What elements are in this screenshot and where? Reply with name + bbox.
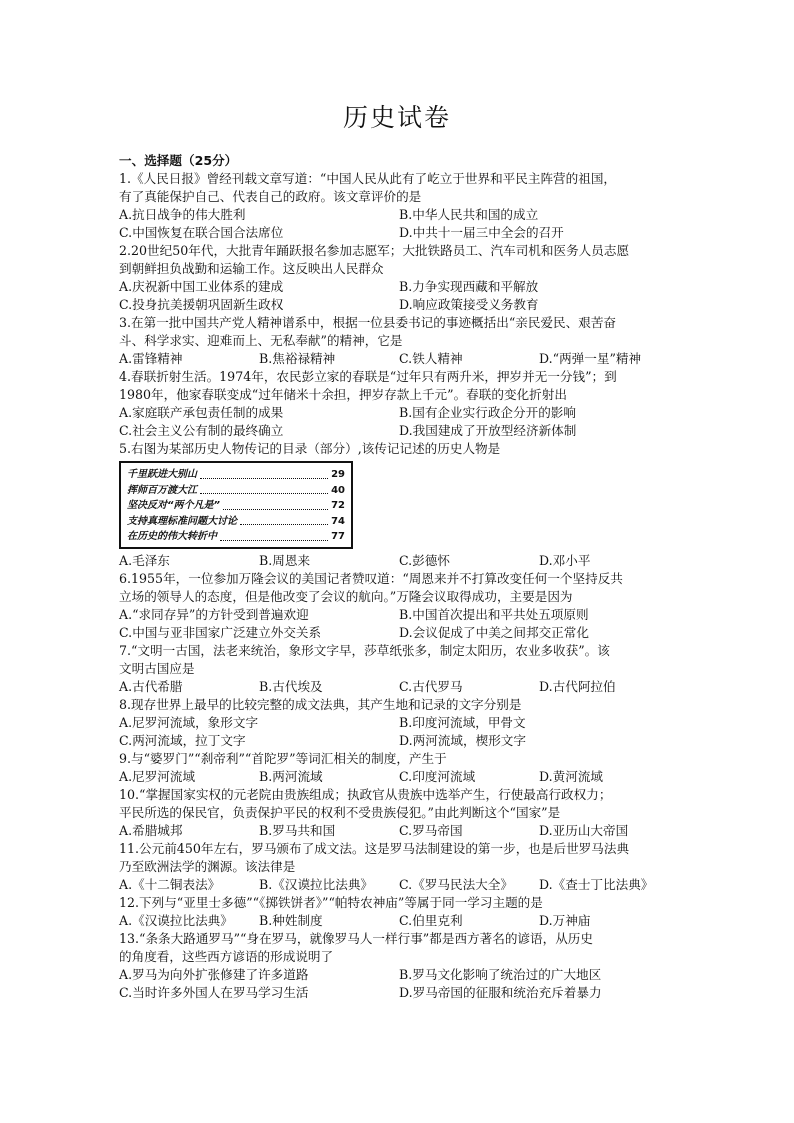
option-b[interactable]: B.罗马文化影响了统治过的广大地区	[399, 967, 602, 982]
option-a[interactable]: A.希腊城邦	[119, 823, 183, 838]
exam-body	[119, 152, 679, 1002]
question-stem-line: 9.与“婆罗门”“刹帝利”“首陀罗”等词汇相关的制度，产生于	[119, 751, 447, 766]
option-a[interactable]: A.罗马为向外扩张修建了许多道路	[119, 967, 309, 982]
option-b[interactable]: B.印度河流域，甲骨文	[399, 715, 526, 730]
option-list	[119, 912, 679, 930]
option-a[interactable]: A.古代希腊	[119, 679, 183, 694]
option-c[interactable]: C.伯里克利	[399, 913, 463, 928]
toc-page: 77	[331, 531, 345, 543]
section-heading: 一、选择题（25分）	[119, 153, 238, 168]
toc-page: 74	[331, 515, 345, 527]
toc-title: 在历史的伟大转折中	[127, 531, 217, 543]
option-b[interactable]: B.《汉谟拉比法典》	[259, 877, 374, 892]
question-stem-line: 13.“条条大路通罗马”“身在罗马，就像罗马人一样行事”都是西方著名的谚语，从历史	[119, 931, 593, 946]
option-d[interactable]: D.“两弹一星”精神	[539, 351, 642, 366]
question-stem-line: 5.右图为某部历史人物传记的目录（部分）,该传记记述的历史人物是	[119, 441, 501, 456]
option-list	[119, 678, 679, 696]
option-list	[119, 822, 679, 840]
toc-leader-dots	[200, 478, 328, 479]
page-title: 历史试卷	[342, 103, 451, 132]
question-12	[119, 894, 679, 930]
option-b[interactable]: B.两河流域	[259, 769, 323, 784]
option-d[interactable]: D.两河流域，楔形文字	[399, 733, 526, 748]
question-10	[119, 786, 679, 840]
option-a[interactable]: A.《十二铜表法》	[119, 877, 221, 892]
option-b[interactable]: B.种姓制度	[259, 913, 323, 928]
option-c[interactable]: C.两河流域，拉丁文字	[119, 733, 246, 748]
option-a[interactable]: A.尼罗河流域，象形文字	[119, 715, 259, 730]
toc-row	[127, 514, 345, 530]
option-c[interactable]: C.投身抗美援朝巩固新生政权	[119, 297, 284, 312]
question-stem-line: 6.1955年，一位参加万隆会议的美国记者赞叹道：“周恩来并不打算改变任何一个坚持反共	[119, 571, 623, 586]
question-1	[119, 170, 679, 242]
option-c[interactable]: C.彭德怀	[399, 553, 450, 568]
option-d[interactable]: D.黄河流域	[539, 769, 604, 784]
toc-row	[127, 483, 345, 499]
question-stem-line: 11.公元前450年左右，罗马颁布了成文法。这是罗马法制建设的第一步，也是后世罗马法典	[119, 841, 630, 856]
option-a[interactable]: A.《汉谟拉比法典》	[119, 913, 233, 928]
question-stem-line: 4.春联折射生活。1974年，农民彭立家的春联是“过年只有两升米，押岁并无一分钱”；到	[119, 369, 617, 384]
option-d[interactable]: D.中共十一届三中全会的召开	[399, 225, 564, 240]
option-list	[119, 206, 679, 242]
option-c[interactable]: C.中国恢复在联合国合法席位	[119, 225, 284, 240]
question-stem-line: 3.在第一批中国共产党人精神谱系中，根据一位县委书记的事迹概括出“亲民爱民、艰苦奋	[119, 315, 617, 330]
question-5	[119, 440, 679, 570]
option-c[interactable]: C.社会主义公有制的最终确立	[119, 423, 284, 438]
option-c[interactable]: C.铁人精神	[399, 351, 463, 366]
option-c[interactable]: C.《罗马民法大全》	[399, 877, 513, 892]
option-list	[119, 552, 679, 570]
option-list	[119, 966, 679, 1002]
question-stem-line: 立场的领导人的态度，但是他改变了会议的航向。”万隆会议取得成功，主要是因为	[119, 589, 573, 604]
option-a[interactable]: A.雷锋精神	[119, 351, 183, 366]
option-d[interactable]: D.《查士丁比法典》	[539, 877, 654, 892]
option-a[interactable]: A.毛泽东	[119, 553, 170, 568]
option-d[interactable]: D.亚历山大帝国	[539, 823, 629, 838]
toc-row	[127, 498, 345, 514]
option-a[interactable]: A.家庭联产承包责任制的成果	[119, 405, 284, 420]
option-list	[119, 768, 679, 786]
question-stem-line: 的角度看，这些西方谚语的形成说明了	[119, 949, 334, 964]
option-d[interactable]: D.我国建成了开放型经济新体制	[399, 423, 577, 438]
question-stem-line: 文明古国应是	[119, 661, 195, 676]
option-a[interactable]: A.尼罗河流域	[119, 769, 196, 784]
option-d[interactable]: D.万神庙	[539, 913, 591, 928]
option-c[interactable]: C.古代罗马	[399, 679, 463, 694]
option-c[interactable]: C.罗马帝国	[399, 823, 463, 838]
question-stem-line: 1980年，他家春联变成“过年储米十余担，押岁存款上千元”。春联的变化折射出	[119, 387, 567, 402]
toc-row	[127, 529, 345, 545]
toc-leader-dots	[223, 509, 328, 510]
option-c[interactable]: C.当时许多外国人在罗马学习生活	[119, 985, 309, 1000]
question-3	[119, 314, 679, 368]
question-8	[119, 696, 679, 750]
option-b[interactable]: B.焦裕禄精神	[259, 351, 336, 366]
question-stem-line: 乃至欧洲法学的渊源。该法律是	[119, 859, 296, 874]
option-b[interactable]: B.古代埃及	[259, 679, 323, 694]
question-9	[119, 750, 679, 786]
question-stem-line: 1.《人民日报》曾经刊载文章写道：“中国人民从此有了屹立于世界和平民主阵营的祖国，	[119, 171, 617, 186]
toc-title: 坚决反对“两个凡是”	[127, 500, 220, 512]
option-b[interactable]: B.中国首次提出和平共处五项原则	[399, 607, 589, 622]
question-13	[119, 930, 679, 1002]
question-list	[119, 170, 679, 1002]
option-b[interactable]: B.周恩来	[259, 553, 311, 568]
option-c[interactable]: C.中国与亚非国家广泛建立外交关系	[119, 625, 322, 640]
question-stem-line: 平民所选的保民官，负责保护平民的权利不受贵族侵犯。”由此判断这个“国家”是	[119, 805, 561, 820]
toc-leader-dots	[220, 540, 328, 541]
question-11	[119, 840, 679, 894]
question-stem-line: 8.现存世界上最早的比较完整的成文法典，其产生地和记录的文字分别是	[119, 697, 522, 712]
toc-page: 29	[331, 469, 345, 480]
option-b[interactable]: B.中华人民共和国的成立	[399, 207, 539, 222]
option-c[interactable]: C.印度河流域	[399, 769, 476, 784]
option-b[interactable]: B.力争实现西藏和平解放	[399, 279, 539, 294]
option-d[interactable]: D.古代阿拉伯	[539, 679, 616, 694]
option-list	[119, 404, 679, 440]
toc-title: 千里跃进大别山	[127, 469, 197, 480]
option-a[interactable]: A.抗日战争的伟大胜利	[119, 207, 246, 222]
question-7	[119, 642, 679, 696]
option-list	[119, 606, 679, 642]
question-6	[119, 570, 679, 642]
question-stem-line: 到朝鲜担负战勤和运输工作。这反映出人民群众	[119, 261, 384, 276]
question-stem-line: 12.下列与“亚里士多德”“《掷铁饼者》”“帕特农神庙”等属于同一学习主题的是	[119, 895, 543, 910]
toc-page: 72	[331, 500, 345, 512]
option-d[interactable]: D.邓小平	[539, 553, 591, 568]
question-stem-line: 2.20世纪50年代，大批青年踊跃报名参加志愿军；大批铁路员工、汽车司机和医务人员志愿	[119, 243, 630, 258]
question-stem-line: 7.“文明一古国，法老来统治，象形文字早，莎草纸张多，制定太阳历，农业多收获”。该	[119, 643, 610, 658]
option-list	[119, 278, 679, 314]
option-list	[119, 876, 679, 894]
option-a[interactable]: A.“求同存异”的方针受到普遍欢迎	[119, 607, 309, 622]
question-4	[119, 368, 679, 440]
biography-toc-figure	[119, 461, 353, 549]
toc-row	[127, 467, 345, 483]
option-d[interactable]: D.响应政策接受义务教育	[399, 297, 539, 312]
option-b[interactable]: B.国有企业实行政企分开的影响	[399, 405, 576, 420]
toc-leader-dots	[240, 524, 328, 525]
option-a[interactable]: A.庆祝新中国工业体系的建成	[119, 279, 284, 294]
question-stem-line: 斗、科学求实、迎难而上、无私奉献”的精神，它是	[119, 333, 403, 348]
option-b[interactable]: B.罗马共和国	[259, 823, 336, 838]
toc-leader-dots	[200, 493, 328, 494]
option-d[interactable]: D.罗马帝国的征服和统治充斥着暴力	[399, 985, 602, 1000]
question-2	[119, 242, 679, 314]
toc-title: 挥师百万渡大江	[127, 484, 197, 496]
toc-page: 40	[331, 484, 345, 496]
question-stem-line: 有了真能保护自己、代表自己的政府。该文章评价的是	[119, 189, 422, 204]
question-stem-line: 10.“掌握国家实权的元老院由贵族组成；执政官从贵族中选举产生，行使最高行政权力；	[119, 787, 612, 802]
option-list	[119, 350, 679, 368]
option-d[interactable]: D.会议促成了中美之间邦交正常化	[399, 625, 589, 640]
toc-title: 支持真理标准问题大讨论	[127, 515, 237, 527]
option-list	[119, 714, 679, 750]
